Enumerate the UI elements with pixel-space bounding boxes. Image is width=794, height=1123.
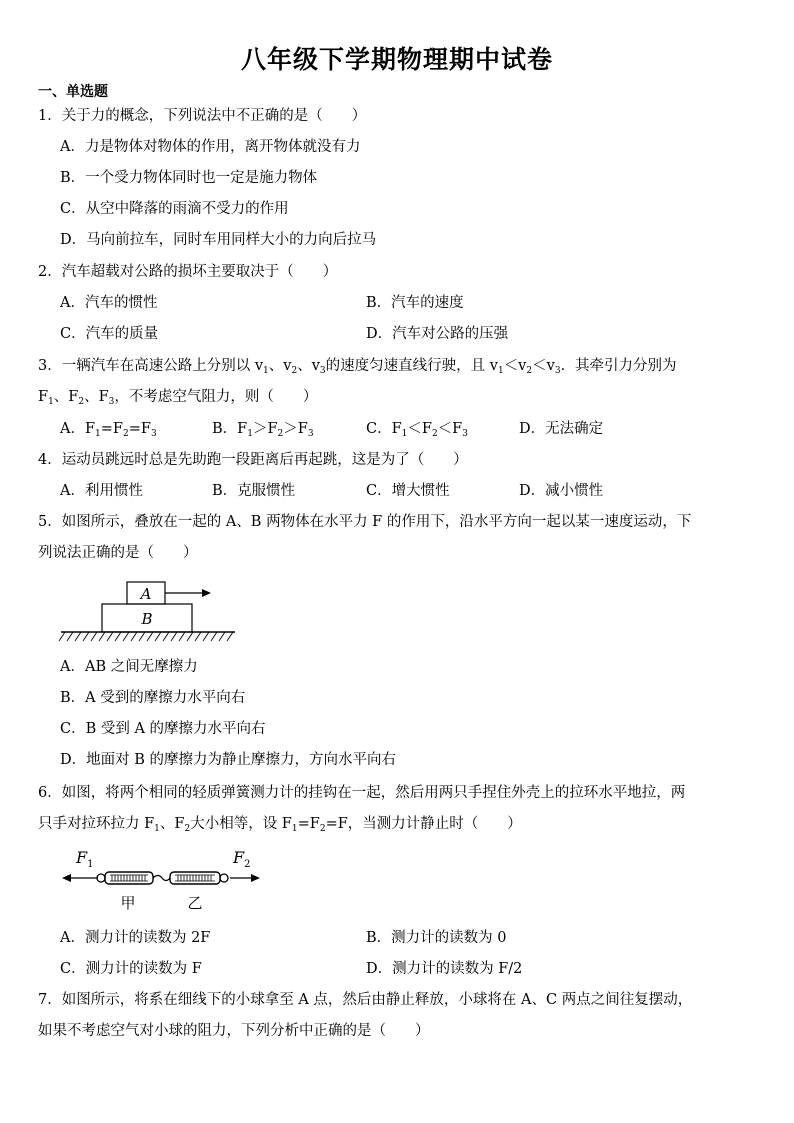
q7-stem: 7．如图所示，将系在细线下的小球拿至 A 点，然后由静止释放，小球将在 A、C 两点之间往复摆动，: [38, 992, 693, 1008]
q7-stem-line2: 如果不考虑空气对小球的阻力，下列分析中正确的是（ ）: [38, 1023, 430, 1039]
q6-option-b: B．测力计的读数为 0: [366, 930, 507, 946]
q5-option-b: B．A 受到的摩擦力水平向右: [60, 690, 246, 706]
q3-option-b: B．$F_1>F_2>F_3$: [212, 421, 314, 439]
left-pull-ring: [97, 874, 105, 882]
q4-option-d: D．减小惯性: [519, 483, 604, 499]
q4-stem: 4．运动员跳远时总是先助跑一段距离后再起跳，这是为了（ ）: [38, 452, 468, 468]
q2-option-d: D．汽车对公路的压强: [366, 326, 509, 342]
q5-stem: 5．如图所示，叠放在一起的 A、B 两物体在水平力 F 的作用下，沿水平方向一起以某一速度运动，下: [38, 514, 692, 530]
q6-stem: 6．如图，将两个相同的轻质弹簧测力计的挂钩在一起，然后用两只手捏住外壳上的拉环水平地拉，两: [38, 785, 686, 801]
force-f2-label: $F_2$: [233, 848, 251, 870]
left-arrow-head: [62, 874, 71, 882]
q1-stem: 1．关于力的概念，下列说法中不正确的是（ ）: [38, 108, 367, 124]
q1-option-b: B．一个受力物体同时也一定是施力物体: [60, 170, 318, 186]
q2-option-b: B．汽车的速度: [366, 295, 464, 311]
right-pull-ring: [220, 874, 228, 882]
q6-option-a: A．测力计的读数为 2F: [60, 930, 211, 946]
right-arrow-head: [251, 874, 260, 882]
force-arrow-head: [202, 589, 211, 597]
q5-stem-line2: 列说法正确的是（ ）: [38, 545, 198, 561]
q5-option-d: D．地面对 B 的摩擦力为静止摩擦力，方向水平向右: [60, 752, 396, 768]
q5-option-a: A．AB 之间无摩擦力: [60, 659, 198, 675]
page-title: 八年级下学期物理期中试卷: [240, 45, 553, 74]
q1-option-a: A．力是物体对物体的作用，离开物体就没有力: [60, 139, 361, 155]
q3-option-c: C．$F_1<F_2<F_3$: [366, 421, 468, 439]
q5-option-c: C．B 受到 A 的摩擦力水平向右: [60, 721, 266, 737]
hooks-joined: [153, 876, 170, 881]
q2-option-c: C．汽车的质量: [60, 326, 159, 342]
scale-jia-label: 甲: [120, 894, 136, 912]
force-f1-label: $F_1$: [76, 848, 94, 870]
ground-hatching: [59, 632, 233, 641]
q1-option-d: D．马向前拉车，同时车用同样大小的力向后拉马: [60, 232, 377, 248]
section-heading: 一、单选题: [38, 84, 108, 100]
q4-option-c: C．增大惯性: [366, 483, 450, 499]
q3-option-d: D．无法确定: [519, 421, 604, 437]
block-b-label: B: [141, 610, 153, 628]
q6-stem-line2: 只手对拉环拉力 $F_1$、$F_2$大小相等，设 $F_1=F_2=F$，当测力计静止时（ ）: [38, 816, 522, 834]
scale-jia-ticks: [110, 875, 148, 881]
q2-stem: 2．汽车超载对公路的损坏主要取决于（ ）: [38, 264, 338, 280]
q2-option-a: A．汽车的惯性: [60, 295, 158, 311]
q3-option-a: A．$F_1=F_2=F_3$: [60, 421, 157, 439]
q5-figure-blocks: [55, 576, 245, 648]
scale-yi-label: 乙: [187, 894, 203, 912]
q1-option-c: C．从空中降落的雨滴不受力的作用: [60, 201, 289, 217]
q3-stem: 3．一辆汽车在高速公路上分别以 $v_1$、$v_2$、$v_3$的速度匀速直线行驶，且 $v_1<v_2<v_3$．其牵引力分别为: [38, 358, 677, 376]
q3-stem-line2: $F_1$、$F_2$、$F_3$，不考虑空气阻力，则（ ）: [38, 389, 318, 407]
block-a-label: A: [140, 585, 152, 603]
q4-option-b: B．克服惯性: [212, 483, 296, 499]
scale-yi-body: [170, 872, 220, 884]
scale-yi-ticks: [175, 875, 215, 881]
q6-figure-spring-scales: [58, 846, 268, 916]
q4-option-a: A．利用惯性: [60, 483, 143, 499]
q6-option-d: D．测力计的读数为 F/2: [366, 961, 523, 977]
q6-option-c: C．测力计的读数为 F: [60, 961, 202, 977]
